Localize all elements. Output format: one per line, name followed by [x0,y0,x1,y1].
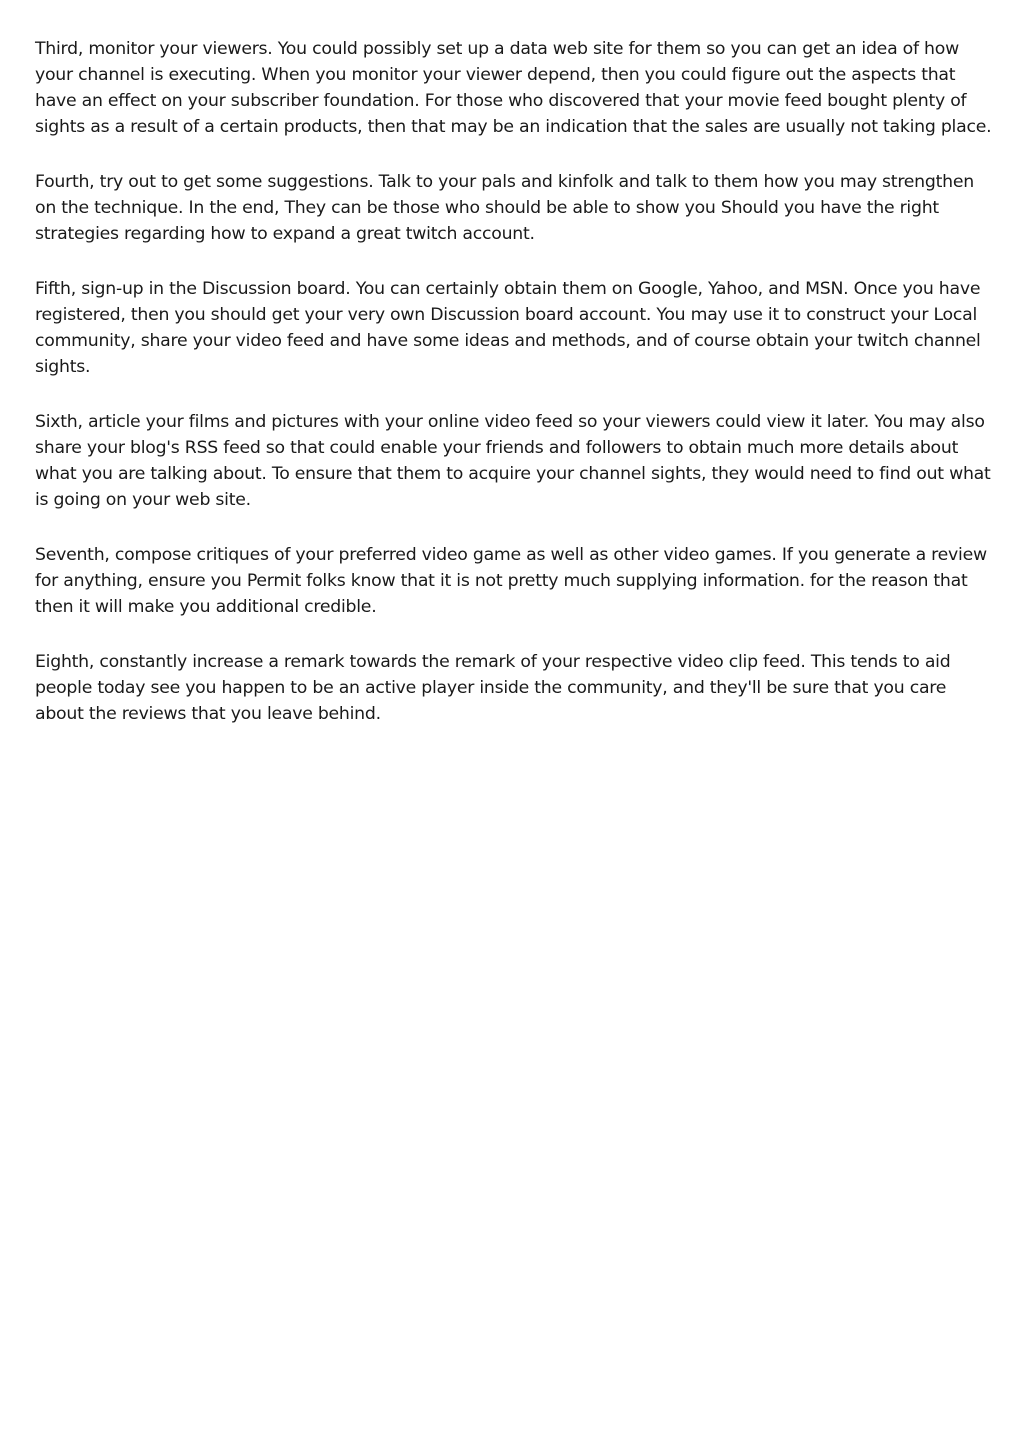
paragraph-seventh: Seventh, compose critiques of your preferred video game as well as other video games. If you generate a review for anything, ensure you Permit folks know that it is not pretty much supplying information. for the reason that then it will make you additional credible. [35,545,987,617]
paragraph-sixth: Sixth, article your films and pictures with your online video feed so your viewers could view it later. You may also share your blog's RSS feed so that could enable your friends and followers to obtain much more details about what you are talking about. To ensure that them to acquire your channel sights, they would need to find out what is going on your web site. [35,412,991,510]
paragraph-third: Third, monitor your viewers. You could possibly set up a data web site for them so you can get an idea of how your channel is executing. When you monitor your viewer depend, then you could figure out the aspects that have an effect on your subscriber foundation. For those who discovered that your movie feed bought plenty of sights as a result of a certain products, then that may be an indication that the sales are usually not taking place. [35,39,992,137]
document-body [35,36,995,756]
paragraph-fifth: Fifth, sign-up in the Discussion board. You can certainly obtain them on Google, Yahoo, and MSN. Once you have registered, then you should get your very own Discussion board account. You may use it to construct your Local community, share your video feed and have some ideas and methods, and of course obtain your twitch channel sights. [35,279,981,377]
paragraph-fourth: Fourth, try out to get some suggestions. Talk to your pals and kinfolk and talk to them how you may strengthen on the technique. In the end, They can be those who should be able to show you Should you have the right strategies regarding how to expand a great twitch account. [35,172,974,244]
paragraph-eighth: Eighth, constantly increase a remark towards the remark of your respective video clip feed. This tends to aid people today see you happen to be an active player inside the community, and they'll be sure that you care about the reviews that you leave behind. [35,652,951,724]
